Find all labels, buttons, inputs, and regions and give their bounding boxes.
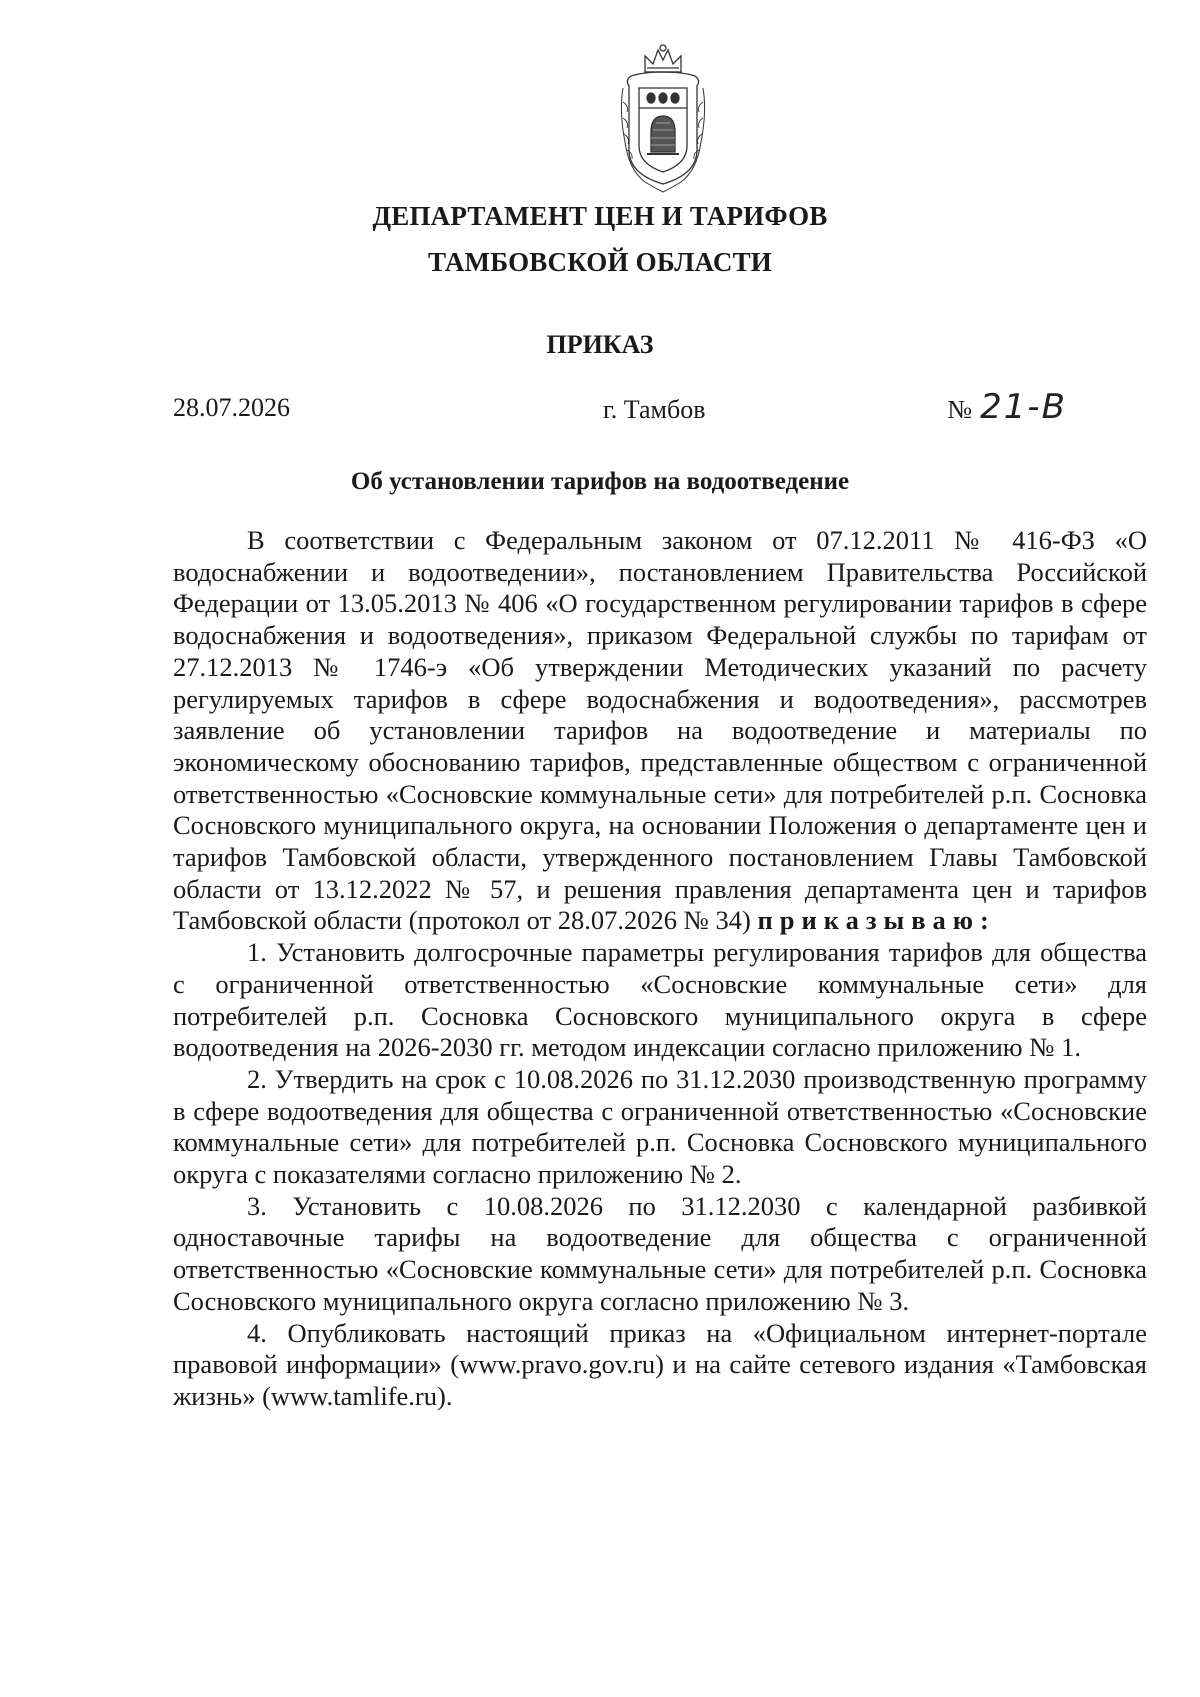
document-type-title: ПРИКАЗ	[546, 330, 654, 359]
preamble-paragraph	[173, 525, 1147, 937]
number-sign: №	[947, 395, 973, 424]
document-meta-row	[173, 387, 1067, 433]
order-item-4: 4. Опубликовать настоящий приказ на «Официальном интернет-портале правовой информации» (www.pravo.gov.ru) и на сайте сетевого издания «Тамбовская жизнь» (www.tamlife.ru).	[173, 1317, 1147, 1411]
document-number	[947, 387, 1067, 427]
department-name-line2: ТАМБОВСКОЙ ОБЛАСТИ	[427, 247, 773, 277]
document-city: г. Тамбов	[603, 395, 706, 424]
document-subject: Об установлении тарифов на водоотведение	[350, 468, 850, 495]
document-date: 28.07.2026	[173, 393, 290, 422]
preamble-text: В соответствии с Федеральным законом от 07.12.2011 № 416-ФЗ «О водоснабжении и водоотведении», постановлением Правительства Российской Федерации от 13.05.2013 № 406 «О государственном регулировании тарифов в сфере водоснабжения и водоотведения», приказом Федеральной службы по тарифам от 27.12.2013 № 1746-э «Об утверждении Методических указаний по расчету регулируемых тарифов в сфере водоснабжения и водоотведения», рассмотрев заявление об установлении тарифов на водоотведение и материалы по экономическому обоснованию тарифов, представленные обществом с ограниченной ответственностью «Сосновские коммунальные сети» для потребителей р.п. Сосновка Сосновского муниципального округа, на основании Положения о департаменте цен и тарифов Тамбовской области, утвержденного постановлением Главы Тамбовской области от 13.12.2022 № 57, и решения правления департамента цен и тарифов Тамбовской области (протокол от 28.07.2026 № 34)	[173, 525, 1147, 936]
document-body	[173, 525, 1147, 1413]
order-item-1: 1. Установить долгосрочные параметры регулирования тарифов для общества с ограниченной ответственностью «Сосновские коммунальные сети» для потребителей р.п. Сосновка Сосновского муниципального округа в сфере водоотведения на 2026-2030 гг. методом индексации согласно приложению № 1.	[173, 937, 1147, 1063]
order-word: приказываю:	[757, 905, 996, 936]
department-name-line1: ДЕПАРТАМЕНТ ЦЕН И ТАРИФОВ	[372, 201, 828, 231]
order-item-2: 2. Утвердить на срок с 10.08.2026 по 31.12.2030 производственную программу в сфере водоотведения для общества с ограниченной ответственностью «Сосновские коммунальные сети» для потребителей р.п. Сосновка Сосновского муниципального округа с показателями согласно приложению № 2.	[173, 1063, 1147, 1190]
tambov-coat-of-arms-icon	[615, 42, 711, 194]
order-item-3: 3. Установить с 10.08.2026 по 31.12.2030 с календарной разбивкой одноставочные тарифы на водоотведение для общества с ограниченной ответственностью «Сосновские коммунальные сети» для потребителей р.п. Сосновка Сосновского муниципального округа согласно приложению № 3.	[173, 1190, 1147, 1316]
handwritten-number: 21-В	[980, 387, 1067, 427]
